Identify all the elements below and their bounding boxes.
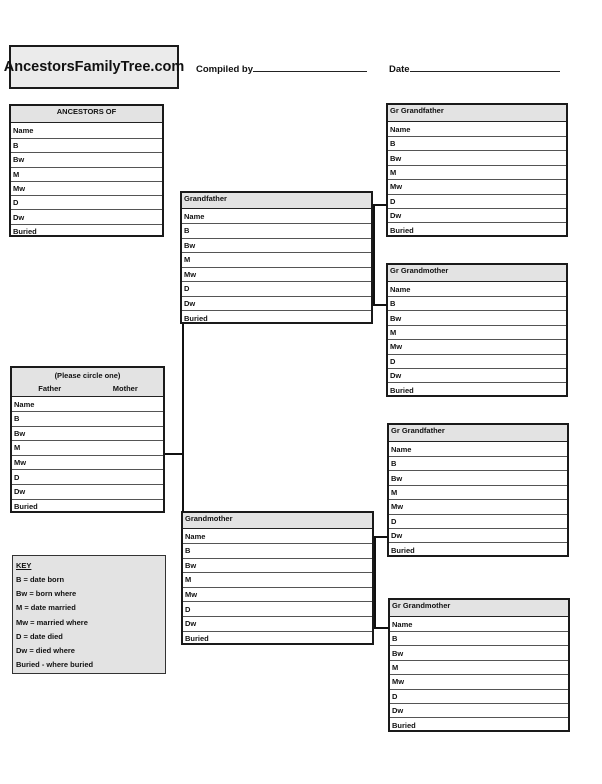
grandmother-row-bw[interactable]: Bw (183, 559, 372, 574)
gr-grandmother-1-row-b[interactable]: B (388, 297, 566, 311)
gr-grandfather-2-row-mw[interactable]: Mw (389, 500, 567, 514)
connector-grandmother-to-great (374, 536, 388, 538)
gr-grandmother-2-form (388, 598, 570, 732)
grandfather-row-dw[interactable]: Dw (182, 297, 371, 312)
gr-grandmother-2-row-d[interactable]: D (390, 690, 568, 704)
circle-one-label: (Please circle one) (54, 371, 121, 380)
grandmother-form (181, 511, 374, 645)
grandfather-row-name[interactable]: Name (182, 209, 371, 224)
parent-row-mw[interactable]: Mw (12, 456, 163, 471)
key-title: KEY (16, 561, 32, 570)
connector-grandfather-to-great-2 (373, 304, 387, 306)
grandmother-row-buried[interactable]: Buried (185, 634, 209, 644)
ancestor-row-dw[interactable]: Dw (11, 210, 162, 224)
date-line[interactable] (410, 62, 560, 72)
connector-grandmother-to-great-2 (374, 627, 389, 629)
grandmother-row-b[interactable]: B (183, 544, 372, 559)
parent-row-dw[interactable]: Dw (12, 485, 163, 500)
site-logo: AncestorsFamilyTree.com (9, 45, 179, 89)
grandfather-form-title: Grandfather (182, 193, 371, 209)
gr-grandmother-1-form (386, 263, 568, 397)
gr-grandfather-2-form (387, 423, 569, 557)
date-label: Date (389, 64, 410, 75)
gr-grandfather-2-row-m[interactable]: M (389, 486, 567, 500)
gr-grandmother-1-row-dw[interactable]: Dw (388, 369, 566, 383)
grandmother-row-mw[interactable]: Mw (183, 588, 372, 603)
grandfather-row-buried[interactable]: Buried (184, 313, 208, 323)
gr-grandfather-1-form (386, 103, 568, 237)
gr-grandfather-2-row-b[interactable]: B (389, 457, 567, 471)
connector-grandfather-vertical (373, 204, 375, 304)
key-line: D = date died (16, 631, 63, 641)
gr-grandmother-2-row-name[interactable]: Name (390, 617, 568, 632)
compiled-by-line[interactable] (253, 62, 367, 72)
parent-row-b[interactable]: B (12, 412, 163, 427)
date-field[interactable] (389, 62, 560, 75)
grandfather-row-mw[interactable]: Mw (182, 268, 371, 283)
grandmother-form-title: Grandmother (183, 513, 372, 529)
grandmother-row-d[interactable]: D (183, 602, 372, 617)
key-line: B = date born (16, 575, 65, 584)
gr-grandfather-2-row-bw[interactable]: Bw (389, 471, 567, 485)
gr-grandmother-1-title: Gr Grandmother (388, 265, 566, 282)
gr-grandmother-1-row-mw[interactable]: Mw (388, 340, 566, 354)
key-line: M = date married (16, 603, 76, 613)
gr-grandfather-1-row-name[interactable]: Name (388, 122, 566, 137)
grandfather-row-m[interactable]: M (182, 253, 371, 268)
gr-grandmother-2-row-buried[interactable]: Buried (392, 721, 416, 731)
gr-grandfather-1-title: Gr Grandfather (388, 105, 566, 122)
ancestor-form (9, 104, 164, 237)
gr-grandmother-2-row-b[interactable]: B (390, 632, 568, 646)
gr-grandmother-1-row-bw[interactable]: Bw (388, 311, 566, 325)
key-line: Buried - where buried (16, 660, 94, 670)
gr-grandmother-2-title: Gr Grandmother (390, 600, 568, 617)
key-legend (12, 555, 166, 674)
parent-row-name[interactable]: Name (12, 397, 163, 412)
grandfather-row-b[interactable]: B (182, 224, 371, 239)
parent-row-buried[interactable]: Buried (14, 502, 38, 512)
gr-grandfather-2-row-name[interactable]: Name (389, 442, 567, 457)
gr-grandfather-2-row-dw[interactable]: Dw (389, 529, 567, 543)
ancestor-row-d[interactable]: D (11, 196, 162, 210)
gr-grandmother-1-row-d[interactable]: D (388, 355, 566, 369)
key-line: Dw = died where (16, 645, 75, 655)
ancestor-row-buried[interactable]: Buried (13, 227, 37, 237)
key-line: Mw = married where (16, 617, 88, 627)
grandmother-row-m[interactable]: M (183, 573, 372, 588)
gr-grandfather-1-row-mw[interactable]: Mw (388, 180, 566, 194)
connector-grandfather-to-great (373, 204, 387, 206)
mother-option[interactable]: Mother (112, 384, 138, 393)
parent-row-bw[interactable]: Bw (12, 427, 163, 442)
compiled-by-field[interactable] (196, 62, 367, 75)
ancestor-row-mw[interactable]: Mw (11, 182, 162, 196)
gr-grandfather-1-row-dw[interactable]: Dw (388, 209, 566, 223)
gr-grandfather-1-row-d[interactable]: D (388, 195, 566, 209)
grandmother-row-dw[interactable]: Dw (183, 617, 372, 632)
key-line: Bw = born where (16, 589, 77, 599)
parent-form (10, 366, 165, 513)
gr-grandmother-2-row-bw[interactable]: Bw (390, 646, 568, 660)
connector-parent-horizontal (165, 453, 183, 455)
ancestor-row-bw[interactable]: Bw (11, 153, 162, 167)
gr-grandfather-2-row-d[interactable]: D (389, 515, 567, 529)
ancestor-row-m[interactable]: M (11, 168, 162, 182)
gr-grandfather-1-row-b[interactable]: B (388, 137, 566, 151)
gr-grandfather-2-title: Gr Grandfather (389, 425, 567, 442)
gr-grandmother-1-row-name[interactable]: Name (388, 282, 566, 297)
gr-grandmother-2-row-dw[interactable]: Dw (390, 704, 568, 718)
gr-grandfather-1-row-buried[interactable]: Buried (390, 226, 414, 236)
grandfather-form (180, 191, 373, 324)
grandfather-row-bw[interactable]: Bw (182, 239, 371, 254)
parent-row-d[interactable]: D (12, 470, 163, 485)
connector-parent-to-grandparents (182, 324, 184, 512)
parent-row-m[interactable]: M (12, 441, 163, 456)
parent-form-header (12, 368, 163, 397)
gr-grandmother-1-row-m[interactable]: M (388, 326, 566, 340)
connector-grandmother-vertical (374, 536, 376, 628)
ancestor-row-name[interactable]: Name (11, 123, 162, 139)
gr-grandmother-1-row-buried[interactable]: Buried (390, 386, 414, 396)
gr-grandmother-2-row-mw[interactable]: Mw (390, 675, 568, 689)
gr-grandfather-1-row-m[interactable]: M (388, 166, 566, 180)
grandfather-row-d[interactable]: D (182, 282, 371, 297)
grandmother-row-name[interactable]: Name (183, 529, 372, 544)
gr-grandfather-1-row-bw[interactable]: Bw (388, 151, 566, 165)
ancestor-row-b[interactable]: B (11, 139, 162, 153)
gr-grandfather-2-row-buried[interactable]: Buried (391, 546, 415, 556)
gr-grandmother-2-row-m[interactable]: M (390, 661, 568, 675)
father-option[interactable]: Father (38, 384, 62, 393)
ancestor-form-title: ANCESTORS OF (11, 106, 162, 123)
compiled-by-label: Compiled by (196, 64, 254, 75)
